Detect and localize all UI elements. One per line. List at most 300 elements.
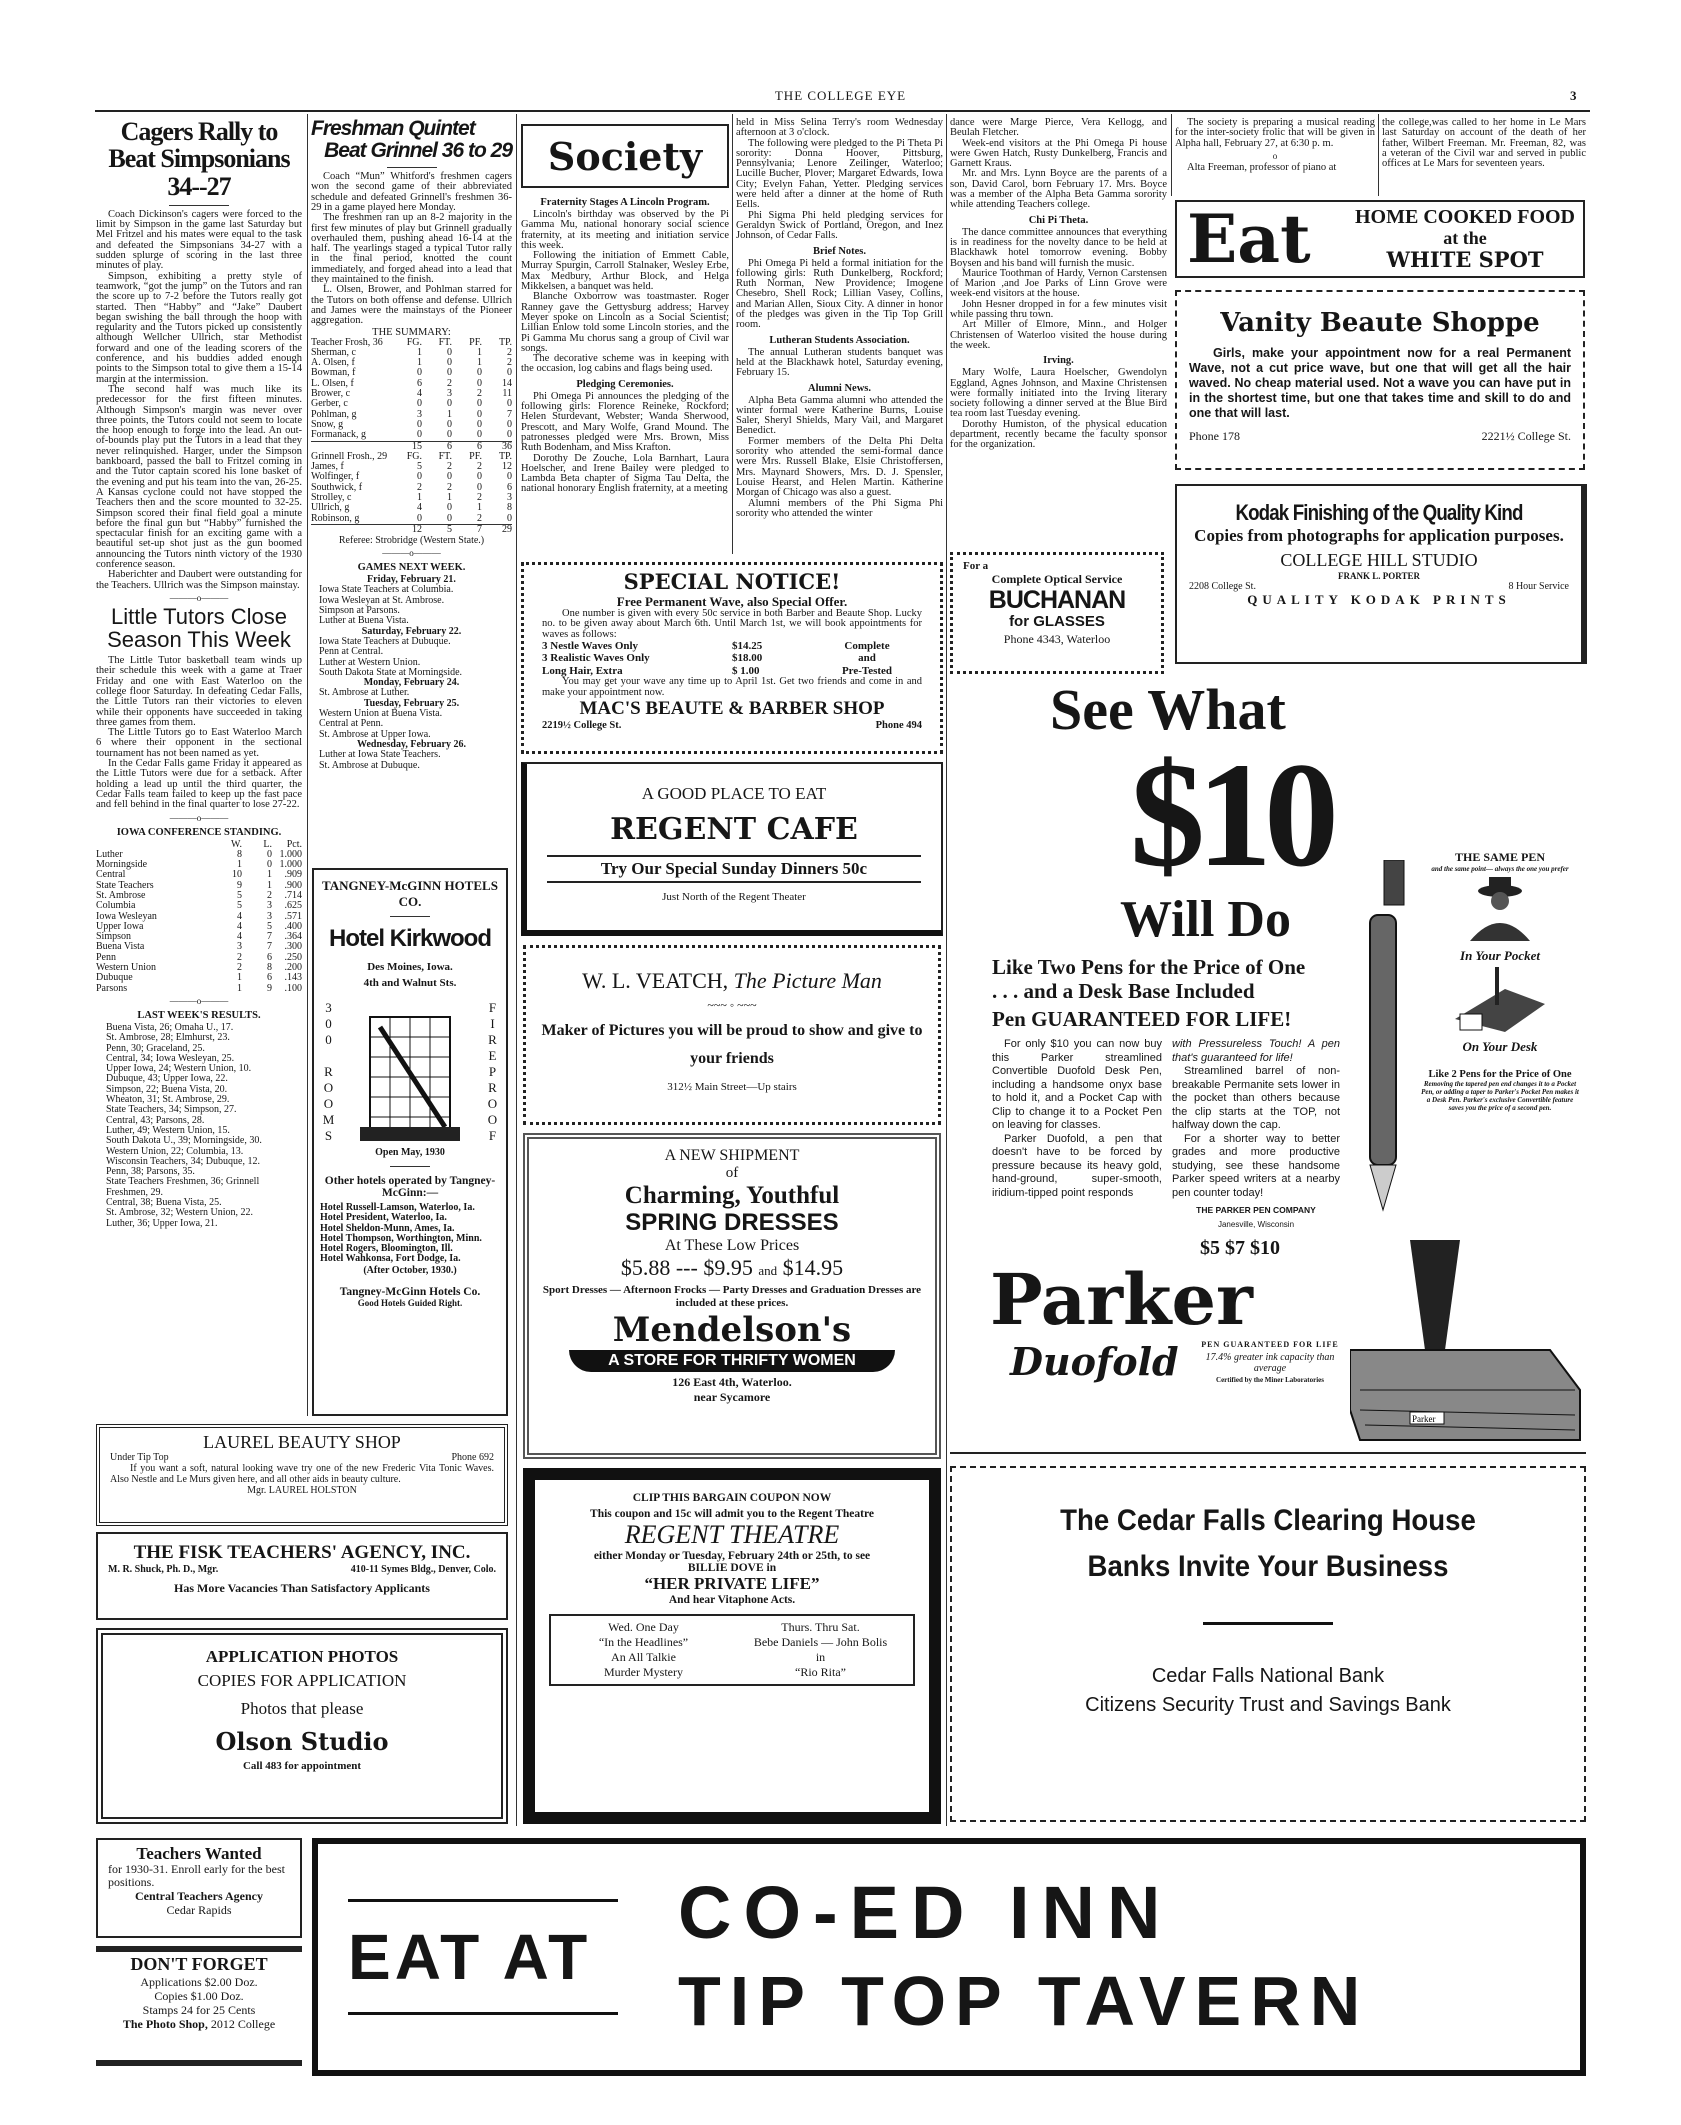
ad-body: If you want a soft, natural looking wave try one of the new Frederic Vita Tonic Waves. Also Nestle and Le Murs given here, and all other aids in beauty culture.	[110, 1463, 494, 1485]
referee: Referee: Strobridge (Western State.)	[338, 535, 485, 547]
table-cell: .625	[284, 900, 302, 912]
price-note: Complete	[844, 639, 890, 652]
ad-address: 410-11 Symes Bldg., Denver, Colo.	[350, 1564, 496, 1575]
pen-illustration	[1362, 860, 1412, 1230]
table-cell: 1	[417, 346, 422, 358]
schedule-day: Thurs. Thru Sat.	[781, 1620, 860, 1634]
pen-base-label: Parker	[1412, 1414, 1436, 1424]
table-cell: 0	[417, 429, 422, 441]
ad-footer: Tangney-McGinn Hotels Co.	[339, 1285, 481, 1298]
standings-table	[96, 840, 302, 994]
table-cell: 0	[507, 512, 512, 524]
table-cell: 4	[237, 920, 242, 932]
table-cell: 0	[507, 471, 512, 483]
ad-line: For a	[963, 560, 989, 572]
table-cell: 15	[412, 440, 422, 452]
table-cell: 0	[417, 512, 422, 524]
guarantee: PEN GUARANTEED FOR LIFE	[1201, 1340, 1339, 1349]
divider: ———o———	[382, 548, 441, 559]
table-cell: 1	[417, 357, 422, 369]
convertible-title: Like 2 Pens for the Price of One	[1428, 1069, 1572, 1080]
ad-vanity-beaute-shoppe	[1175, 290, 1585, 470]
after-note: (After October, 1930.)	[363, 1264, 457, 1276]
table-cell: 9	[267, 982, 272, 994]
paragraph: dance were Marge Pierce, Vera Kellogg, and Beulah Fletcher.	[950, 117, 1167, 139]
ad-clearing-house-banks	[950, 1466, 1586, 1822]
ad-line: WHITE SPOT	[1386, 247, 1544, 272]
hotel-item: Hotel Russell-Lamson, Waterloo, Ia.	[320, 1202, 475, 1213]
table-cell: Bowman, f	[311, 367, 356, 379]
ad-mendelsons	[523, 1133, 941, 1459]
paragraph: Blanche Oxborrow was toastmaster. Roger Ranney gave the Gettysburg address; Harvey Meyer spoke on Lincoln as a Social Scientist; Lillian Enlow told some Lincoln stories, and the Pi Gamma Mu chorus sang a group of Civil war songs.	[521, 291, 729, 354]
game-day: Wednesday, February 26.	[357, 738, 466, 750]
table-cell: Robinson, g	[311, 512, 360, 524]
hotel-item: Hotel Rogers, Bloomington, Ill.	[320, 1243, 453, 1255]
ad-title: The Cedar Falls Clearing House Banks Invite Your Business	[1060, 1504, 1476, 1583]
ad-offer: Try Our Special Sunday Dinners 50c	[547, 855, 921, 883]
paragraph: Alpha Beta Gamma alumni who attended the winter formal were Katherine Burns, Louise Saler, Sheryl Shields, Mary Vail, and Margaret Benedict.	[736, 394, 943, 437]
parker-logo: Parker	[990, 1258, 1253, 1341]
table-cell: St. Ambrose	[96, 890, 146, 901]
table-row	[96, 984, 302, 994]
schedule-film: “In the Headlines”	[598, 1635, 689, 1649]
paragraph: Phi Sigma Phi held pledging services for Geraldyn Swick of Portland, Oregon, and Inez Johnson, of Cedar Falls.	[736, 209, 943, 242]
convertible-text: Removing the tapered pen end changes it to a Pocket Pen, or adding a taper to Parker's Pocket Pen makes it a Desk Pen. Parker's exclusive Convertible feature saves you the price of a second pen.	[1421, 1080, 1579, 1112]
result-item: South Dakota U., 39; Morningside, 30.	[106, 1135, 262, 1147]
ad-veatch	[523, 945, 941, 1125]
shop-address: 2219½ College St.	[542, 719, 622, 731]
table-cell: .400	[284, 920, 302, 932]
game-item: Iowa State Teachers at Columbia.	[319, 584, 454, 596]
result-item: St. Ambrose, 32; Western Union, 22.	[106, 1207, 254, 1219]
table-cell: 6	[267, 972, 272, 984]
table-cell: 4	[237, 910, 242, 922]
game-item: Luther at Buena Vista.	[319, 615, 409, 627]
table-cell: 2	[447, 461, 452, 473]
result-item: Simpson, 22; Buena Vista, 20.	[106, 1083, 228, 1095]
table-cell: Pohlman, g	[311, 408, 357, 420]
rooms-label: 300 ROOMS	[321, 1000, 336, 1144]
hotel-item: Hotel Sheldon-Munn, Ames, Ia.	[320, 1222, 455, 1234]
ad-subhead: . . . and a Desk Base Included	[992, 979, 1255, 1003]
table-cell: 1	[447, 408, 452, 420]
divider: o	[1272, 150, 1278, 161]
table-cell: 0	[447, 367, 452, 379]
price-value: $ 1.00	[732, 664, 760, 677]
table-cell: 0	[447, 346, 452, 358]
ad-co-ed-inn	[312, 1838, 1586, 2076]
table-cell: 0	[417, 418, 422, 430]
table-cell: 6	[477, 440, 482, 452]
ad-fisk-teachers-agency	[96, 1532, 508, 1620]
table-cell: Ullrich, g	[311, 502, 350, 514]
table-cell: 0	[477, 481, 482, 493]
table-cell: Parsons	[96, 982, 128, 994]
ad-phone: Phone 692	[451, 1452, 494, 1463]
divider	[348, 1899, 618, 1902]
headline: Freshman Quintet	[311, 117, 475, 140]
paragraph: Dorothy Humiston, of the physical education department, recently became the faculty sponsor for the organization.	[950, 418, 1167, 451]
section-heading: Fraternity Stages A Lincoln Program.	[540, 197, 710, 208]
ad-body: for 1930-31. Enroll early for the best positions.	[108, 1862, 285, 1889]
ad-parker-pen	[950, 677, 1586, 1454]
table-cell: Penn	[96, 951, 116, 963]
results-title: LAST WEEK'S RESULTS.	[137, 1009, 261, 1021]
pen-caption-sub: and the same point— always the one you prefer	[1431, 865, 1569, 873]
result-item: Penn, 38; Parsons, 35.	[106, 1166, 195, 1178]
table-cell: Columbia	[96, 900, 136, 912]
game-item: Luther at Iowa State Teachers.	[319, 749, 441, 761]
table-cell: FG.	[406, 450, 422, 462]
headline: Little Tutors Close Season This Week	[107, 603, 291, 652]
ad-line: Copies $1.00 Doz.	[154, 1989, 244, 2003]
price-separator: ---	[675, 1255, 698, 1280]
table-cell: L.	[263, 838, 272, 850]
studio-address: 2208 College St.	[1189, 581, 1256, 592]
paragraph: The second half was much like its predecessor for the first fifteen minutes. Although Simpson's margin was never over three points, the Tutors could not seem to locate the hoop enough to forge into the lead. An out-of-bounds play put the Tutors in a lead that they never relinquished. Harger, under the Simpson bankboard, passed the ball to Fritzel coming in and the Tutor captain scored his lone basket of the evening and put his team into the van, 26-25. A Kansas cyclone could not have stopped the Teachers then and the score mounted to 32-25. Simpson scored their final field goal a minute before the final gun but “Habby” furnished the spectacular finish for an exciting game with a beautiful set-up shot just as the gun boomed announcing the Tutors ninth victory of the 1930 conference season.	[96, 383, 302, 570]
table-cell: .300	[284, 941, 302, 953]
ad-slogan: Good Hotels Guided Right.	[357, 1297, 463, 1308]
table-cell: 3	[417, 408, 422, 420]
result-item: Penn, 30; Graceland, 25.	[106, 1042, 205, 1054]
table-cell: Snow, g	[311, 418, 344, 430]
table-cell: W.	[230, 838, 242, 850]
table-cell: 0	[477, 418, 482, 430]
table-cell: 8	[507, 502, 512, 514]
hotel-item: Hotel Wahkonsa, Fort Dodge, Ia.	[320, 1253, 461, 1265]
ad-brand: BUCHANAN	[988, 586, 1126, 614]
table-cell: Teacher Frosh, 36	[311, 336, 383, 348]
price-row	[542, 652, 922, 665]
coupon-film: “HER PRIVATE LIFE”	[644, 1574, 820, 1593]
store-banner: A STORE FOR THRIFTY WOMEN	[569, 1350, 895, 1372]
result-item: State Teachers, 34; Simpson, 27.	[106, 1104, 237, 1116]
paragraph: L. Olsen, Brower, and Pohlman starred for the Tutors on both offense and defense. Ullrich and James were the mainstays of the Pioneer aggregation.	[311, 284, 512, 327]
headline: Beat Grinnel 36 to 29	[324, 139, 512, 163]
box-score-teachers	[311, 338, 512, 452]
game-item: South Dakota State at Morningside.	[319, 666, 463, 678]
table-cell: Simpson	[96, 931, 132, 943]
ad-brand-sub: for GLASSES	[1009, 613, 1105, 630]
ad-line: COPIES FOR APPLICATION	[197, 1671, 407, 1690]
table-cell: 5	[417, 461, 422, 473]
game-day: Tuesday, February 25.	[363, 697, 460, 709]
table-cell: 8	[267, 962, 272, 974]
table-cell: 1	[447, 492, 452, 503]
ad-tagline: The Picture Man	[733, 968, 882, 993]
price: $14.95	[782, 1255, 844, 1280]
ad-phone: Phone 4343, Waterloo	[1003, 632, 1111, 646]
list	[96, 1023, 302, 1229]
table-cell: 5	[237, 890, 242, 901]
table-cell: 0	[447, 429, 452, 441]
page-number: 3	[1570, 88, 1577, 103]
table-cell: .571	[284, 910, 302, 922]
paragraph: Mr. and Mrs. Lynn Boyce are the parents of a son, David Carol, born February 17. Mrs. Boyce was a member of the Alpha Beta Gamma sorority while attending Teachers college.	[950, 168, 1167, 211]
column-rule	[732, 114, 733, 554]
fireproof-label: FIREPROOF	[485, 1000, 500, 1144]
ad-laurel-beauty-shop	[96, 1424, 508, 1526]
column-rule	[946, 114, 947, 1826]
table-cell: 2	[237, 951, 242, 963]
table-cell: Strolley, c	[311, 492, 352, 503]
result-item: Central, 38; Buena Vista, 25.	[106, 1197, 222, 1209]
table-cell: PF.	[469, 450, 482, 462]
ad-line: At These Low Prices	[664, 1237, 800, 1254]
price: $9.95	[703, 1255, 753, 1280]
student-illustration	[1455, 873, 1545, 943]
table-cell: 0	[267, 848, 272, 860]
table-cell: .250	[284, 951, 302, 963]
table-cell: 2	[477, 461, 482, 473]
table-cell: 0	[417, 367, 422, 379]
table-cell: 0	[477, 408, 482, 420]
society-banner	[521, 124, 729, 188]
ad-line: Complete Optical Service	[991, 572, 1123, 586]
society-column	[736, 118, 943, 519]
price-value: $18.00	[732, 652, 763, 665]
divider	[169, 205, 229, 206]
pen-caption: THE SAME PEN	[1454, 850, 1545, 864]
desk-illustration	[1445, 964, 1555, 1034]
ad-footer: QUALITY KODAK PRINTS	[1247, 592, 1511, 607]
opening-date: Open May, 1930	[375, 1147, 445, 1158]
coupon-line: either Monday or Tuesday, February 24th or 25th, to see	[593, 1550, 871, 1562]
society-column	[1382, 118, 1586, 169]
table-cell: 14	[502, 377, 512, 389]
divider	[348, 2012, 618, 2015]
game-day: Monday, February 24.	[363, 677, 460, 689]
table-cell: L. Olsen, f	[311, 377, 354, 389]
table-cell: 2	[507, 346, 512, 358]
table-cell: .200	[284, 962, 302, 974]
table-cell: 2	[477, 388, 482, 400]
ad-line: A NEW SHIPMENT	[664, 1147, 800, 1164]
result-item: Dubuque, 43; Upper Iowa, 22.	[106, 1073, 228, 1085]
summary-title: THE SUMMARY:	[372, 326, 451, 338]
society-column	[521, 193, 729, 495]
table-cell: 0	[267, 859, 272, 871]
studio-name: COLLEGE HILL STUDIO	[1280, 550, 1478, 570]
ad-subhead: Like Two Pens for the Price of One	[992, 955, 1306, 979]
coupon-star: BILLIE DOVE in	[687, 1562, 777, 1574]
price-note: Pre-Tested	[841, 664, 893, 677]
price-label: Long Hair, Extra	[542, 664, 623, 677]
table-cell: 2	[477, 492, 482, 503]
ad-line: HOME COOKED FOOD	[1355, 206, 1575, 228]
ad-location: Under Tip Top	[110, 1452, 169, 1463]
result-item: Upper Iowa, 24; Western Union, 10.	[106, 1063, 252, 1075]
table-cell: FT.	[438, 450, 452, 462]
paragraph: The freshmen ran up an 8-2 majority in the first few minutes of play but Grinnell gradually overhauled them, pushing ahead 16-14 at the half. The yearlings staged a typical Tutor rally in the final period, knotted the count immediately, and forged ahead into a lead that they maintained to the finish.	[311, 212, 512, 286]
ad-special-notice	[521, 562, 943, 754]
ad-paragraph: For a shorter way to better grades and more productive studying, see these handsome Parker speed writers at a nearby pen counter today!	[1172, 1132, 1340, 1199]
price-separator: and	[758, 1263, 778, 1278]
divider	[390, 916, 430, 917]
ad-line: Photos that please	[240, 1699, 364, 1718]
paragraph: Lincoln's birthday was observed by the Pi Gamma Mu, national honorary social science fraternity, at its meeting and initiation service this week.	[521, 209, 729, 251]
table-cell: 0	[417, 471, 422, 483]
section-heading: Brief Notes.	[812, 245, 867, 257]
table-row	[311, 430, 512, 441]
hotel-building-illustration	[355, 997, 465, 1147]
table-cell: 2	[417, 481, 422, 493]
result-item: Western Union, 22; Columbia, 13.	[106, 1145, 244, 1157]
table-cell: 6	[507, 481, 512, 493]
ad-title: Kodak Finishing of the Quality Kind	[1235, 500, 1523, 525]
box-score-grinnell	[311, 452, 512, 535]
divider: ———o———	[169, 995, 229, 1006]
result-item: Wisconsin Teachers, 34; Dubuque, 12.	[106, 1155, 260, 1167]
table-cell: 1	[267, 869, 272, 881]
result-item: St. Ambrose, 28; Elmhurst, 23.	[106, 1032, 230, 1044]
hotel-city: Des Moines, Iowa.	[367, 961, 453, 973]
ad-phone: Phone 178	[1189, 429, 1240, 443]
table-cell: 1	[417, 492, 422, 503]
ad-tangney-mcginn	[312, 868, 508, 1416]
table-cell: 5	[237, 900, 242, 912]
hotel-address: 4th and Walnut Sts.	[363, 977, 457, 989]
table-cell: 11	[502, 388, 512, 400]
ad-headline-price: $10	[1130, 732, 1331, 898]
table-row	[311, 524, 512, 535]
table-cell: Luther	[96, 848, 123, 860]
ad-headline: See What	[1050, 677, 1286, 742]
section-heading: Pledging Ceremonies.	[576, 378, 674, 390]
masthead-rule	[95, 110, 1590, 112]
table-cell: 4	[417, 502, 422, 514]
shop-address: 2012 College	[210, 2017, 276, 2031]
table-cell: 0	[477, 377, 482, 389]
table-cell: 8	[237, 848, 242, 860]
table-cell: 5	[447, 523, 452, 535]
ad-title: W. L. VEATCH,	[582, 968, 729, 993]
paragraph: The society is preparing a musical reading for the inter-society frolic that will be given in Alpha hall, February 27, at 6:30 p. m.	[1175, 117, 1375, 149]
paragraph: The following were pledged to the Pi Theta Pi sorority: Donna Hoover, Pittsburg, Pennsylvania; Lenore Zeilinger, Waterloo; Lucille Bucher, Plover; Margaret Edwards, Iowa City; Evelyn Fahan, Yetter. Pledging services were held after a dinner at the home of Ruth Eells.	[736, 137, 943, 211]
result-item: Luther, 49; Western Union, 15.	[106, 1124, 230, 1136]
table-cell: 29	[502, 523, 512, 535]
table-cell: Dubuque	[96, 972, 133, 984]
table-cell: 1	[477, 357, 482, 369]
table-cell: 6	[447, 440, 452, 452]
table-cell: 0	[447, 398, 452, 410]
ad-line: at the	[1443, 228, 1487, 248]
table-cell: 7	[267, 941, 272, 953]
store-address: 126 East 4th, Waterloo.	[672, 1375, 792, 1389]
price: $5.88	[620, 1255, 671, 1280]
ad-line: Stamps 24 for 25 Cents	[142, 2003, 256, 2017]
paragraph: Alumni members of the Phi Sigma Phi sorority who attended the winter	[736, 497, 943, 519]
table-cell: 2	[507, 357, 512, 369]
paragraph: The Little Tutor basketball team winds up their schedule this week with a game at Traer Friday and one with East Waterloo on the college floor Saturday. In defeating Cedar Falls, the Little Tutors ran their victories to eleven while their opponents have succeeded in taking three games from them.	[96, 655, 302, 728]
company-city: Janesville, Wisconsin	[1217, 1219, 1295, 1229]
ad-body: One number is given with every 50c service in both Barber and Beaute Shop. Lucky no. to be given away about March 6th. Until March 1st, we will book appointments for waves as follows:	[542, 608, 922, 640]
agency-city: Cedar Rapids	[166, 1903, 232, 1917]
table-cell: 0	[447, 357, 452, 369]
table-cell: A. Olsen, f	[311, 357, 355, 369]
list	[96, 656, 302, 810]
paragraph: the college,was called to her home in Le Mars last Saturday on account of the death of her father, Wilbert Freeman. Mr. Freeman, 82, was a veteran of the Civil war and served in public offices at Le Mars for seventeen years.	[1382, 117, 1586, 170]
table-cell: 6	[417, 377, 422, 389]
studio-name: Olson Studio	[215, 1727, 389, 1756]
store-near: near Sycamore	[693, 1390, 771, 1404]
games-schedule	[311, 575, 512, 771]
ad-regent-cafe	[521, 762, 943, 936]
list	[320, 1203, 500, 1265]
game-item: St. Ambrose at Luther.	[319, 687, 410, 699]
ad-buchanan-glasses	[950, 552, 1164, 674]
table-cell: 1	[477, 502, 482, 514]
paragraph: Phi Omega Pi held a formal initiation for the following girls: Ruth Dunkelberg, Rockford; Ruth Norman, New Providence; Imogene Chesebro, Shell Rock; Lillian Vasey, Collins, and Marian Allen, Sioux City. A dinner in honor of the pledges was given in the Tip Top Grill room.	[736, 257, 943, 331]
paragraph: Haberichter and Daubert were outstanding for the Teachers. Ullrich was the Simpson mainstay.	[96, 569, 302, 591]
divider: ———o———	[169, 812, 229, 823]
table-cell: 0	[507, 398, 512, 410]
schedule-line: Murder Mystery	[604, 1665, 683, 1679]
game-item: Central at Penn.	[319, 718, 384, 730]
table-cell: 9	[237, 879, 242, 891]
table-cell: 1	[237, 982, 242, 994]
article-freshman	[311, 118, 512, 771]
headline: Cagers Rally to Beat Simpsonians 34--27	[108, 117, 290, 201]
table-cell: FG.	[406, 336, 422, 348]
paragraph: The annual Lutheran students banquet was held at the Blackhawk hotel, Saturday evening, February 15.	[736, 346, 943, 379]
desk-base-illustration	[1350, 1240, 1582, 1445]
ad-subtitle: Copies from photographs for application purposes.	[1194, 526, 1564, 545]
table-cell: 2	[447, 377, 452, 389]
table-cell: Western Union	[96, 962, 157, 974]
newspaper-masthead: THE COLLEGE EYE	[774, 88, 907, 103]
table-cell: 2	[267, 890, 272, 901]
table-cell: 0	[477, 398, 482, 410]
ad-tagline: Has More Vacancies Than Satisfactory Applicants	[174, 1581, 430, 1595]
table-cell: 1	[237, 859, 242, 871]
table-cell: FT.	[438, 336, 452, 348]
game-item: Iowa Wesleyan at St. Ambrose.	[319, 594, 445, 606]
schedule-film: “Rio Rita”	[795, 1665, 846, 1679]
table-cell: 0	[417, 398, 422, 410]
ad-manager: Mgr. LAUREL HOLSTON	[247, 1485, 357, 1496]
ad-regent-theatre-coupon	[523, 1468, 941, 1824]
section-heading: Chi Pi Theta.	[1028, 214, 1089, 226]
pen-caption: On Your Desk	[1462, 1039, 1538, 1054]
table-cell: Gerber, c	[311, 398, 348, 410]
ad-headline: Charming, Youthful	[624, 1182, 840, 1209]
studio-service: 8 Hour Service	[1508, 581, 1569, 592]
ad-college-hill-studio	[1175, 484, 1587, 664]
table-cell: 0	[477, 367, 482, 379]
company-name: THE PARKER PEN COMPANY	[1196, 1205, 1316, 1215]
ad-body: Maker of Pictures you will be proud to show and give to your friends	[541, 1022, 923, 1067]
table-cell: 5	[267, 920, 272, 932]
paragraph: Former members of the Delta Phi Delta sorority who attended the semi-formal dance were Mrs. Russell Blake, Elsie Christoffersen, Mrs. Maynard Showers, Mrs. D. J. Spensler, Louise Hearst, and Helen Martin. Katherine Morgan of Chicago was also a guest.	[736, 435, 943, 499]
ad-headline: Will Do	[1120, 891, 1291, 948]
ad-subhead: Pen GUARANTEED FOR LIFE!	[992, 1007, 1292, 1031]
ad-title: THE FISK TEACHERS' AGENCY, INC.	[133, 1542, 471, 1563]
coupon-line: And hear Vitaphone Acts.	[668, 1594, 796, 1606]
divider: ———o———	[169, 592, 229, 603]
table-cell: State Teachers	[96, 879, 154, 891]
section-heading: Lutheran Students Association.	[769, 334, 910, 346]
schedule-day: Wed. One Day	[608, 1620, 679, 1634]
table-cell: 3	[447, 388, 452, 400]
ad-paragraph: Parker Duofold, a pen that doesn't have to be forced by pressure because its heavy gold, hand-ground, super-smooth, iridium-tipped point responds	[992, 1132, 1162, 1199]
table-cell: 3	[267, 910, 272, 922]
result-item: Wheaton, 31; St. Ambrose, 29.	[106, 1094, 230, 1106]
hotel-item: Hotel Thompson, Worthington, Minn.	[320, 1232, 482, 1244]
table-cell: 0	[447, 502, 452, 514]
paragraph: Week-end visitors at the Phi Omega Pi house were Gwen Hatch, Rusty Dunkelberg, Francis and Garnett Kraus.	[950, 137, 1167, 170]
game-item: Iowa State Teachers at Dubuque.	[319, 635, 451, 647]
